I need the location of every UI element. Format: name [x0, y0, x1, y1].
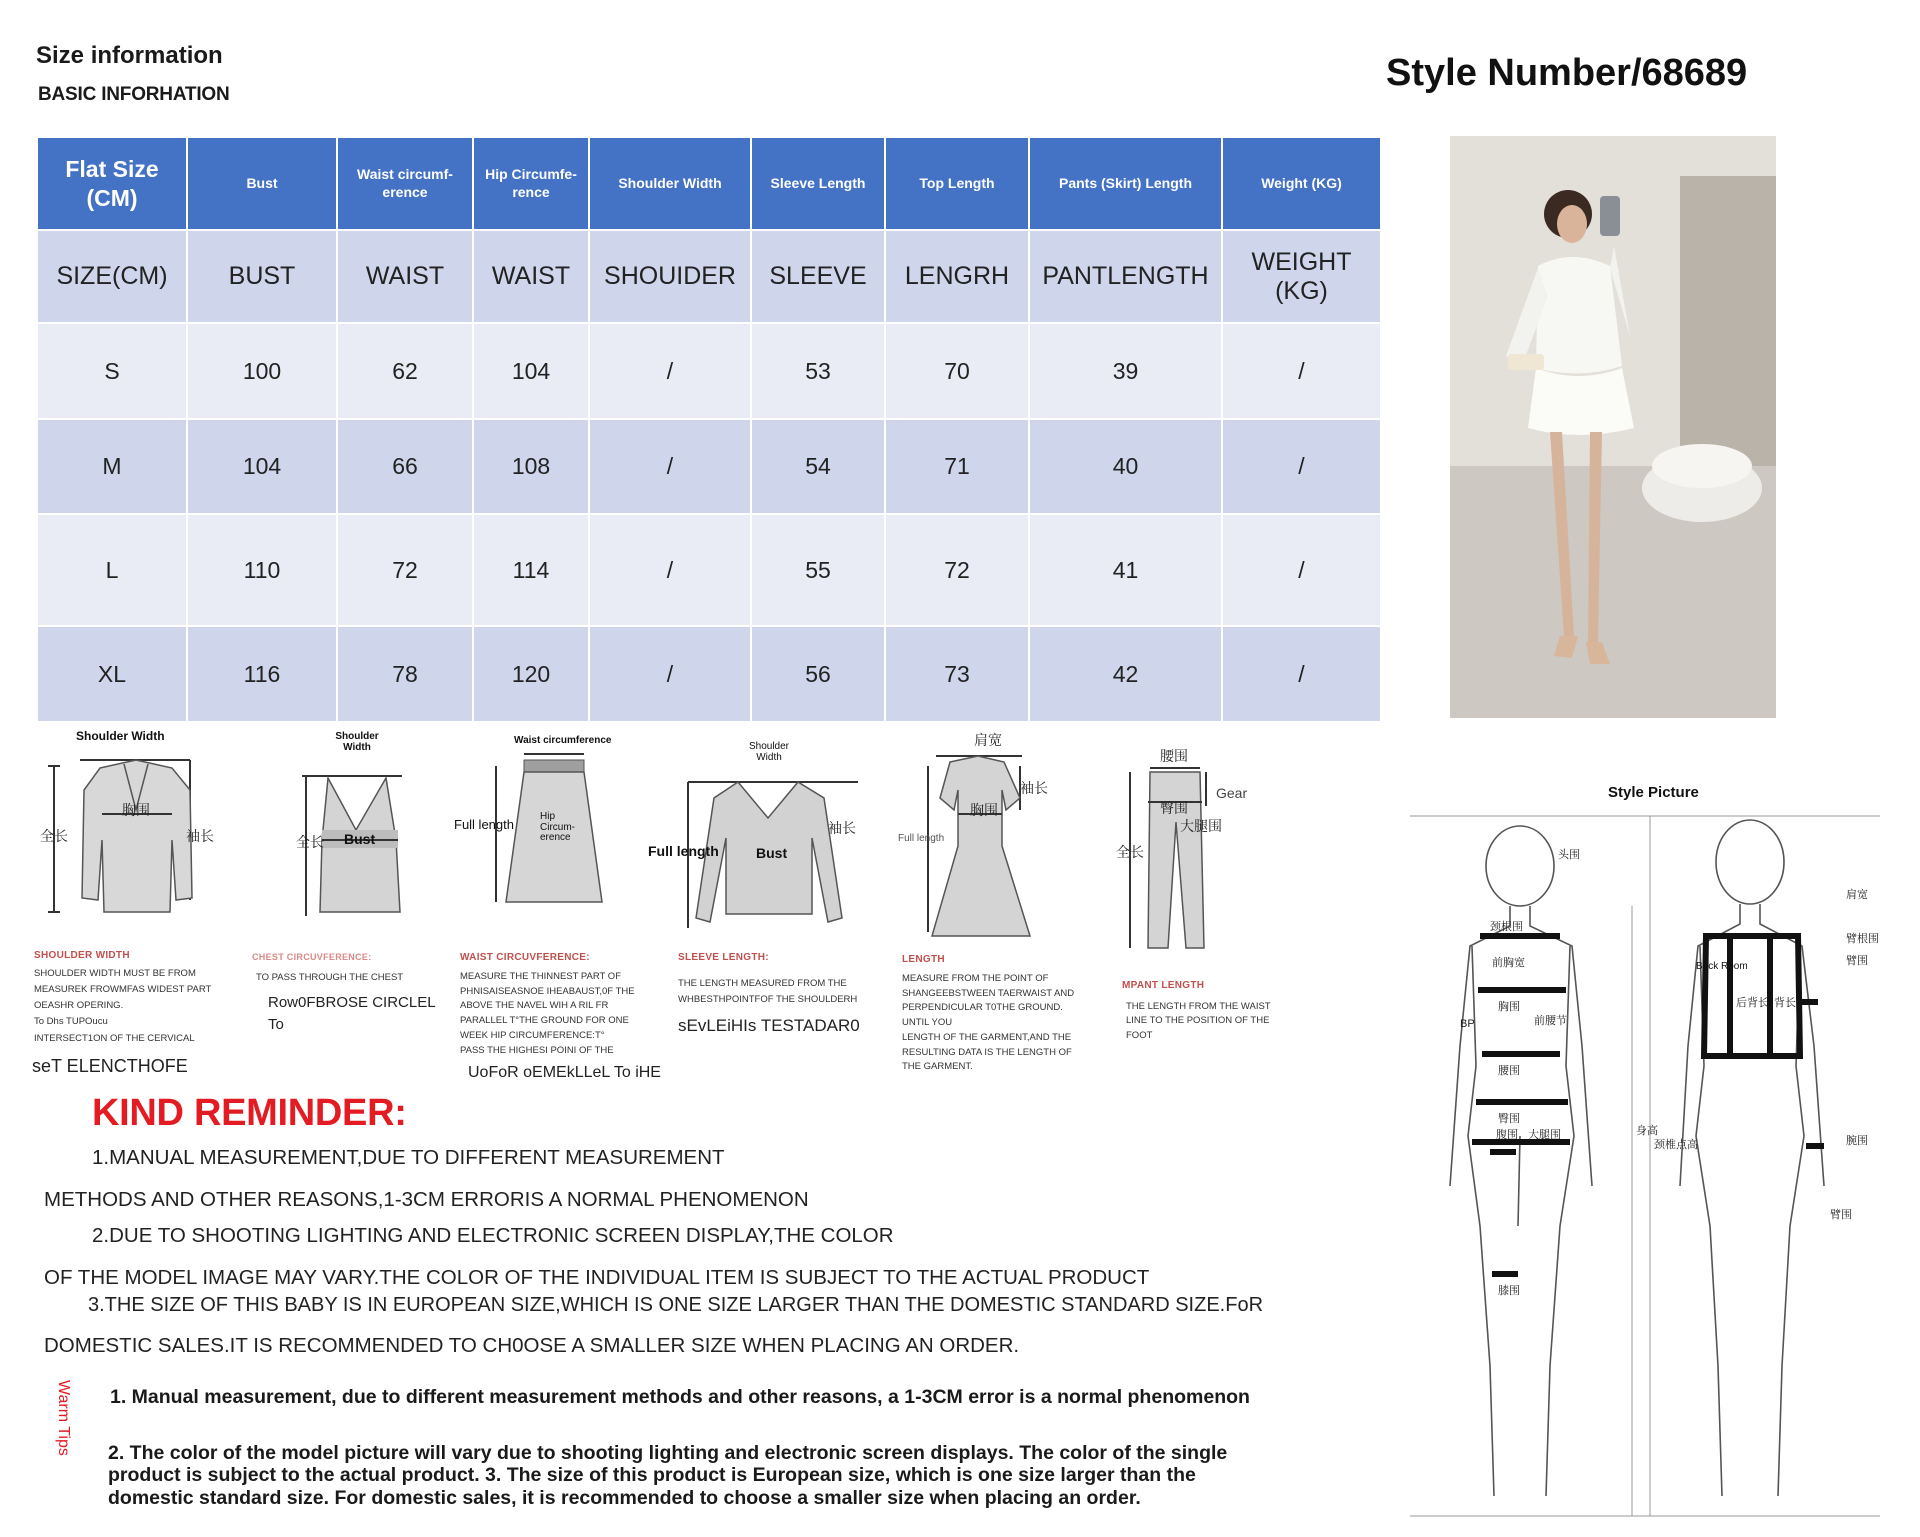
- desc-line: PARALLEL T°THE GROUND FOR ONE: [460, 1015, 629, 1027]
- desc-line: INTERSECT1ON OF THE CERVICAL: [34, 1032, 195, 1044]
- desc-waist-footer: UoFoR oEMEkLLeL To iHE: [468, 1064, 661, 1081]
- table-cell: 110: [187, 514, 337, 626]
- garment-figure-tank: [292, 730, 422, 916]
- full-length-cn-label: 全长: [1116, 844, 1144, 860]
- garment-figure-sweater: [648, 738, 858, 938]
- cn-label: 前胸宽: [1492, 957, 1525, 969]
- table-cell: 104: [187, 419, 337, 514]
- table-cell: /: [589, 419, 751, 514]
- table-cell: 41: [1029, 514, 1222, 626]
- table-header-row: [37, 137, 1381, 230]
- subheader-cell: SIZE(CM): [37, 230, 187, 323]
- bust-label: Bust: [756, 845, 788, 861]
- table-cell: 71: [885, 419, 1029, 514]
- thigh-cn-label: 大腿围: [1180, 818, 1222, 834]
- table-cell: 54: [751, 419, 885, 514]
- desc-chest-extra-2: To: [268, 1016, 284, 1033]
- desc-line: MEASURE THE THINNEST PART OF: [460, 971, 622, 982]
- cn-label: 身高: [1636, 1125, 1658, 1137]
- shoulder-cn-label: 肩宽: [974, 732, 1002, 748]
- table-cell: L: [37, 514, 187, 626]
- desc-chest-extra-1: Row0FBROSE CIRCLEL: [268, 994, 436, 1011]
- hip-cn-label: 臀围: [1160, 800, 1188, 816]
- reminder-line: 1.MANUAL MEASUREMENT,DUE TO DIFFERENT MEASUREMENT: [92, 1146, 725, 1169]
- cn-label: 臀围: [1498, 1113, 1520, 1125]
- sleeve-cn-label: 袖长: [1020, 780, 1048, 796]
- desc-shoulder-title: SHOULDER WIDTH: [34, 950, 130, 961]
- header-cell: Hip Circumfe-rence: [473, 137, 589, 230]
- desc-line: MEASURE FROM THE POINT OF: [902, 973, 1049, 984]
- table-cell: 114: [473, 514, 589, 626]
- desc-line: LENGTH OF THE GARMENT,AND THE: [902, 1031, 1072, 1043]
- garment-figure-skirt: [454, 732, 624, 918]
- subheader-cell: SLEEVE: [751, 230, 885, 323]
- desc-sleeve-body: [678, 976, 857, 1008]
- subheader-cell: LENGRH: [885, 230, 1029, 323]
- subheader-cell: BUST: [187, 230, 337, 323]
- back-room-label: Back Room: [1696, 961, 1748, 972]
- table-cell: S: [37, 323, 187, 419]
- table-cell: 100: [187, 323, 337, 419]
- desc-line: PERPENDICULAR T0THE GROUND.: [902, 1002, 1063, 1014]
- desc-waist-body: [460, 970, 650, 1058]
- body-outline-drawing: [1410, 806, 1890, 1526]
- kind-reminder-title: KIND REMINDER:: [92, 1092, 407, 1134]
- desc-line: LINE TO THE POSITION OF THE: [1126, 1015, 1270, 1027]
- table-cell: 40: [1029, 419, 1222, 514]
- cn-label: 颈根围: [1490, 921, 1523, 933]
- desc-line: THE LENGTH FROM THE WAIST: [1126, 1001, 1271, 1012]
- cn-label: 腰围: [1498, 1065, 1520, 1077]
- garment-figure-blazer: [40, 730, 240, 916]
- desc-line: THE LENGTH MEASURED FROM THE: [678, 978, 847, 989]
- sleeve-cn-label: 袖长: [186, 828, 214, 844]
- subheader-cell: WEIGHT (KG): [1222, 230, 1381, 323]
- table-cell: 42: [1029, 626, 1222, 722]
- table-cell: 120: [473, 626, 589, 722]
- table-cell: 116: [187, 626, 337, 722]
- table-cell: /: [1222, 514, 1381, 626]
- cn-label: 腹围: [1496, 1129, 1518, 1141]
- table-cell: 70: [885, 323, 1029, 419]
- shoulder-width-label: Shoulder Width: [76, 729, 165, 743]
- desc-line: WEEK HIP CIRCUMFERENCE:T°: [460, 1029, 605, 1041]
- table-cell: 39: [1029, 323, 1222, 419]
- hip-circumference-label: Hip Circum-erence: [540, 811, 575, 843]
- full-length-label: Full length: [648, 843, 719, 859]
- table-cell: 62: [337, 323, 473, 419]
- desc-line: To Dhs TUPOucu: [34, 1016, 108, 1028]
- header-cell: Waist circumf-erence: [337, 137, 473, 230]
- table-cell: /: [589, 323, 751, 419]
- tank-drawing: [292, 730, 422, 916]
- desc-line: MEASUREK FROWMFAS WIDEST PART: [34, 984, 212, 996]
- header-cell: Flat Size (CM): [37, 137, 187, 230]
- table-cell: 78: [337, 626, 473, 722]
- desc-line: PASS THE HIGHESI POINI OF THE: [460, 1044, 614, 1056]
- desc-sleeve-title: SLEEVE LENGTH:: [678, 952, 769, 963]
- desc-pant-body: [1126, 1000, 1271, 1043]
- table-cell: /: [1222, 626, 1381, 722]
- reminder-line: 3.THE SIZE OF THIS BABY IS IN EUROPEAN SIZE,WHICH IS ONE SIZE LARGER THAN THE DOMESTIC STANDARD SIZE.FoR: [88, 1294, 1264, 1316]
- table-row: [37, 514, 1381, 626]
- sleeve-cn-label: 袖长: [828, 820, 856, 836]
- desc-line: RESULTING DATA IS THE LENGTH OF: [902, 1046, 1072, 1058]
- garment-figure-dress: [892, 726, 1062, 942]
- warm-tip-2: 2. The color of the model picture will vary due to shooting lighting and electronic screen displays. The color of the single product is subject to the actual product. 3. The size of this product is European size, which is one size larger than the domestic standard size. For domestic sales, it is recommended to choose a smaller size when placing an order.: [108, 1442, 1228, 1509]
- cn-label: BP: [1460, 1018, 1475, 1030]
- warm-tip-1: 1. Manual measurement, due to different measurement methods and other reasons, a 1-3CM error is a normal phenomenon: [110, 1386, 1250, 1408]
- waist-cn-label: 腰围: [1160, 748, 1188, 764]
- table-cell: 72: [885, 514, 1029, 626]
- reminder-line: DOMESTIC SALES.IT IS RECOMMENDED TO CH0OSE A SMALLER SIZE WHEN PLACING AN ORDER.: [44, 1334, 1020, 1357]
- style-picture-title: Style Picture: [1608, 784, 1699, 801]
- blazer-drawing: [40, 730, 240, 916]
- desc-length-title: LENGTH: [902, 954, 945, 965]
- cn-label: 前腰节: [1534, 1015, 1567, 1027]
- waist-circumference-label: Waist circumference: [514, 735, 612, 746]
- full-length-label: Full length: [454, 817, 514, 832]
- subheader-cell: WAIST: [337, 230, 473, 323]
- desc-sleeve-footer: sEvLEiHIs TESTADAR0: [678, 1016, 860, 1035]
- cn-label: 臂根围: [1846, 933, 1879, 945]
- size-table: [36, 136, 1382, 723]
- table-cell: /: [1222, 419, 1381, 514]
- table-cell: 72: [337, 514, 473, 626]
- desc-waist-title: WAIST CIRCUVFERENCE:: [460, 952, 590, 963]
- sweater-drawing: [648, 738, 858, 938]
- subheader-cell: PANTLENGTH: [1029, 230, 1222, 323]
- cn-label: 腕围: [1846, 1135, 1868, 1147]
- full-length-label: Full length: [898, 833, 945, 844]
- desc-pant-title: MPANT LENGTH: [1122, 980, 1205, 991]
- reminder-line: 2.DUE TO SHOOTING LIGHTING AND ELECTRONIC SCREEN DISPLAY,THE COLOR: [92, 1224, 894, 1247]
- basic-information-subtitle: BASIC INFORHATION: [38, 84, 230, 105]
- header-cell: Pants (Skirt) Length: [1029, 137, 1222, 230]
- table-cell: /: [589, 514, 751, 626]
- cn-label: 肩宽: [1846, 889, 1868, 901]
- table-cell: 56: [751, 626, 885, 722]
- bust-cn-label: 胸围: [122, 802, 150, 818]
- desc-line: OEASHR OPERING.: [34, 1000, 124, 1012]
- desc-line: FOOT: [1126, 1029, 1153, 1041]
- table-cell: 55: [751, 514, 885, 626]
- body-measurement-diagram: [1410, 806, 1890, 1526]
- cn-label: 膝围: [1498, 1285, 1520, 1297]
- table-cell: /: [589, 626, 751, 722]
- table-cell: 66: [337, 419, 473, 514]
- full-length-cn-label: 全长: [40, 828, 68, 844]
- desc-chest-title: CHEST CIRCUVFERENCE:: [252, 952, 372, 962]
- cn-label: 臂围: [1846, 955, 1868, 967]
- desc-shoulder-body: [34, 966, 234, 1047]
- header-cell: Bust: [187, 137, 337, 230]
- header-cell: Sleeve Length: [751, 137, 885, 230]
- desc-line: WHBESTHPOINTFOF THE SHOULDERH: [678, 994, 858, 1006]
- table-cell: XL: [37, 626, 187, 722]
- warm-tips-text: Warm Tips: [55, 1380, 72, 1456]
- table-row: [37, 323, 1381, 419]
- cn-label: 臂围: [1830, 1209, 1852, 1221]
- garment-figure-pants: [1116, 742, 1256, 952]
- table-cell: M: [37, 419, 187, 514]
- header-cell: Shoulder Width: [589, 137, 751, 230]
- table-cell: 104: [473, 323, 589, 419]
- bust-label: Bust: [344, 831, 376, 847]
- table-cell: /: [1222, 323, 1381, 419]
- header-cell: Weight (KG): [1222, 137, 1381, 230]
- model-illustration: [1450, 136, 1776, 718]
- desc-line: ABOVE THE NAVEL WIH A RIL FR: [460, 1000, 609, 1012]
- desc-chest-body: TO PASS THROUGH THE CHEST: [256, 972, 404, 983]
- table-subheader-row: [37, 230, 1381, 323]
- table-row: [37, 626, 1381, 722]
- shoulder-width-label: Shoulder Width: [748, 741, 790, 763]
- bust-cn-label: 胸围: [970, 802, 998, 818]
- shoulder-width-label: Shoulder Width: [335, 731, 379, 753]
- cn-label: 后背长: [1736, 997, 1769, 1009]
- desc-line: THE GARMENT.: [902, 1061, 973, 1073]
- cn-label: 颈椎点高: [1654, 1139, 1698, 1151]
- cn-label: 头围: [1558, 849, 1580, 861]
- desc-line: SHANGEEBSTWEEN TAERWAIST AND: [902, 987, 1075, 999]
- table-row: [37, 419, 1381, 514]
- full-length-cn-label: 全长: [296, 834, 324, 850]
- model-photo: [1450, 136, 1776, 718]
- reminder-line: METHODS AND OTHER REASONS,1-3CM ERRORIS A NORMAL PHENOMENON: [44, 1188, 809, 1211]
- gear-label: Gear: [1216, 785, 1248, 801]
- cn-label: 胸围: [1498, 1001, 1520, 1013]
- table-cell: 108: [473, 419, 589, 514]
- table-cell: 73: [885, 626, 1029, 722]
- desc-shoulder-footer: seT ELENCTHOFE: [32, 1056, 188, 1076]
- cn-label: 大腿围: [1528, 1129, 1561, 1141]
- reminder-line: OF THE MODEL IMAGE MAY VARY.THE COLOR OF THE INDIVIDUAL ITEM IS SUBJECT TO THE ACTUAL PRODUCT: [44, 1266, 1150, 1289]
- size-information-title: Size information: [36, 42, 223, 69]
- table-cell: 53: [751, 323, 885, 419]
- desc-line: SHOULDER WIDTH MUST BE FROM: [34, 968, 196, 979]
- warm-tips-vertical-label: [44, 1380, 74, 1490]
- subheader-cell: WAIST: [473, 230, 589, 323]
- style-number: Style Number/68689: [1386, 52, 1748, 94]
- desc-length-body: [902, 972, 1092, 1075]
- cn-label: 背长: [1774, 997, 1796, 1009]
- desc-line: UNTIL YOU: [902, 1017, 953, 1029]
- desc-line: PHNISAISEASNOE IHEABAUST,0F THE: [460, 985, 635, 997]
- subheader-cell: SHOUIDER: [589, 230, 751, 323]
- header-cell: Top Length: [885, 137, 1029, 230]
